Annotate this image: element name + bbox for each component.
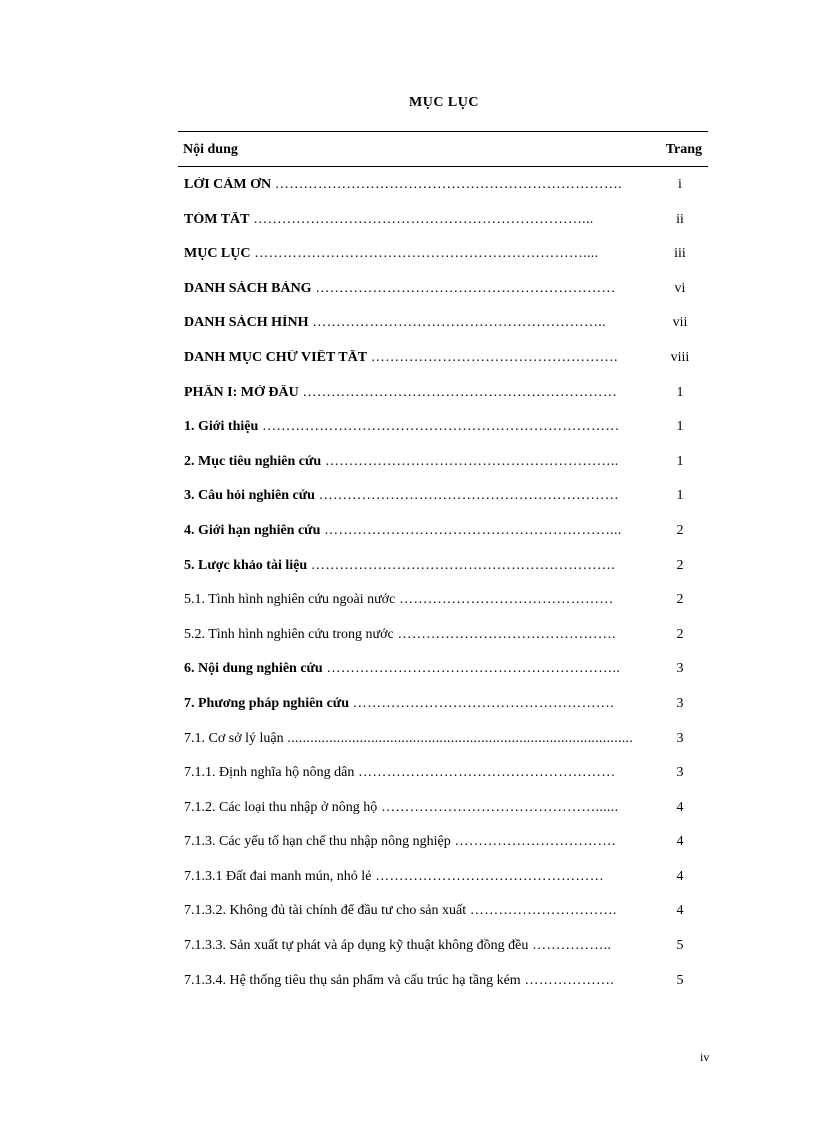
toc-entry-title: DANH SÁCH HÌNH <box>184 315 309 331</box>
toc-entry-label <box>184 558 646 574</box>
toc-entry-title: 6. Nội dung nghiên cứu <box>184 661 323 677</box>
toc-entry[interactable] <box>178 824 708 859</box>
toc-entry-title: 7.1.3.4. Hệ thống tiêu thụ sản phẩm và cấu trúc hạ tầng kém <box>184 972 521 988</box>
content-column-header: Nội dung <box>183 142 238 157</box>
toc-entry-leader-dots: …………….. <box>528 938 612 954</box>
toc-entry-page: 1 <box>676 384 684 400</box>
toc-entry-page: 2 <box>676 557 684 573</box>
toc-entry-page: 1 <box>676 419 684 435</box>
toc-entry-label <box>184 488 646 504</box>
toc-entry-title: 5.1. Tình hình nghiên cứu ngoài nước <box>184 592 396 608</box>
toc-entry-label <box>184 246 646 262</box>
toc-entry-page: 1 <box>676 488 684 504</box>
toc-entry-leader-dots: ……………………………………… <box>395 592 614 608</box>
toc-entry-title: 4. Giới hạn nghiên cứu <box>184 522 321 538</box>
toc-entry-title: DANH MỤC CHỮ VIẾT TẮT <box>184 349 368 365</box>
toc-entry[interactable] <box>178 444 708 479</box>
toc-entry-label <box>184 350 646 366</box>
toc-entry-label <box>184 696 646 712</box>
toc-entry-leader-dots: ……………………………………………………... <box>320 522 622 538</box>
toc-entry-leader-dots: ……………………………………………… <box>354 765 616 781</box>
toc-entry[interactable] <box>178 893 708 928</box>
toc-entry-leader-dots: …………………………………………………….. <box>308 315 606 331</box>
toc-entry-page: vi <box>674 280 686 296</box>
toc-entry-title: TÓM TẮT <box>184 211 250 227</box>
toc-entry-label <box>184 800 646 816</box>
toc-entry[interactable] <box>178 271 708 306</box>
toc-entry[interactable] <box>178 617 708 652</box>
toc-entry-leader-dots: …………………………. <box>466 903 617 919</box>
toc-entry-title: 5. Lược khảo tài liệu <box>184 557 308 573</box>
toc-entry-page: 2 <box>676 592 684 608</box>
toc-entry[interactable] <box>178 236 708 271</box>
toc-entry-leader-dots: ………………………………………………………… <box>298 384 618 400</box>
toc-entry[interactable] <box>178 755 708 790</box>
toc-entry-label <box>184 661 646 677</box>
toc-header <box>178 132 708 166</box>
toc-entry[interactable] <box>178 305 708 340</box>
toc-entry-title: DANH SÁCH BẢNG <box>184 280 312 296</box>
toc-entry-title: 3. Câu hỏi nghiên cứu <box>184 488 315 504</box>
toc-entry-leader-dots: ………………………………………… <box>371 868 605 884</box>
toc-entry[interactable] <box>178 721 708 756</box>
toc-entry-leader-dots: ………………………………………………………. <box>307 557 616 573</box>
toc-entry-leader-dots: ………………………………………. <box>393 626 616 642</box>
toc-entry-leader-dots: …………………………………………………………….... <box>250 246 599 262</box>
toc-entry-leader-dots: …………………………………………………….. <box>322 661 621 677</box>
toc-entry-label <box>184 869 646 885</box>
toc-entry-label <box>184 177 646 193</box>
toc-entry[interactable] <box>178 859 708 894</box>
toc-entry-page: 3 <box>676 661 684 677</box>
toc-entry-leader-dots: ………………………………………………………………… <box>258 419 620 435</box>
page-number: iv <box>700 1050 710 1064</box>
toc-entry-page: viii <box>670 349 690 365</box>
toc-entry-title: 7.1.3.1 Đất đai manh mún, nhỏ lẻ <box>184 868 372 884</box>
toc-entry-leader-dots: ……………………………………………………………... <box>249 211 594 227</box>
toc-entry-title: LỜI CẢM ƠN <box>184 177 272 192</box>
toc-entry-page: 4 <box>676 834 684 850</box>
toc-entry-label <box>184 627 646 643</box>
toc-entry[interactable] <box>178 582 708 617</box>
toc-entry-label <box>184 903 646 919</box>
table-of-contents <box>178 131 708 997</box>
toc-entry[interactable] <box>178 478 708 513</box>
toc-entry[interactable] <box>178 963 708 998</box>
toc-entry-page: iii <box>674 246 686 262</box>
toc-entry[interactable] <box>178 513 708 548</box>
toc-entries <box>178 167 708 997</box>
toc-entry-leader-dots: …………………………………………………….. <box>321 453 619 469</box>
toc-entry-title: 1. Giới thiệu <box>184 419 259 435</box>
toc-entry-label <box>184 731 646 747</box>
toc-entry[interactable] <box>178 375 708 410</box>
toc-entry-page: 5 <box>676 972 684 988</box>
toc-entry-title: 7.1. Cơ sở lý luận <box>184 730 284 746</box>
toc-entry-title: 7. Phương pháp nghiên cứu <box>184 695 349 711</box>
toc-entry-page: 2 <box>676 626 684 642</box>
page-column-header: Trang <box>665 142 702 157</box>
toc-entry-leader-dots: ……………………………………………………… <box>311 280 616 296</box>
toc-entry[interactable] <box>178 409 708 444</box>
toc-entry[interactable] <box>178 167 708 202</box>
toc-entry-page: 4 <box>676 868 684 884</box>
toc-entry-label <box>184 315 646 331</box>
toc-entry-title: 7.1.3.3. Sản xuất tự phát và áp dụng kỹ thuật không đồng đều <box>184 938 529 954</box>
toc-entry-title: 7.1.2. Các loại thu nhập ở nông hộ <box>184 799 378 815</box>
toc-entry[interactable] <box>178 686 708 721</box>
toc-entry-leader-dots: ……………………………………………………… <box>314 488 620 504</box>
toc-entry-title: 7.1.3.2. Không đủ tài chính để đầu tư cho sản xuất <box>184 903 467 919</box>
toc-entry-label <box>184 765 646 781</box>
toc-entry-page: 3 <box>676 765 684 781</box>
toc-entry-page: 1 <box>676 453 684 469</box>
toc-entry-label <box>184 523 646 539</box>
toc-entry-label <box>184 419 646 435</box>
toc-entry-page: 5 <box>676 938 684 954</box>
toc-entry-page: 3 <box>676 695 684 711</box>
toc-entry-label <box>184 834 646 850</box>
toc-entry-leader-dots: ………………………………………………………………. <box>271 177 622 192</box>
toc-entry-leader-dots: ........................................................................................... <box>283 730 634 746</box>
toc-entry-page: ii <box>676 211 684 227</box>
toc-entry-page: 3 <box>676 730 684 746</box>
toc-entry[interactable] <box>178 340 708 375</box>
toc-entry-leader-dots: ……………………………………………. <box>367 349 618 365</box>
toc-entry-title: 7.1.1. Định nghĩa hộ nông dân <box>184 765 355 781</box>
toc-entry-label <box>184 281 646 297</box>
toc-entry-page: vii <box>672 315 688 331</box>
page-title: MỤC LỤC <box>409 95 479 110</box>
toc-entry[interactable] <box>178 202 708 237</box>
toc-entry[interactable] <box>178 548 708 583</box>
toc-entry-leader-dots: ………………. <box>520 972 615 988</box>
toc-entry-page: 4 <box>676 799 684 815</box>
toc-entry-title: 2. Mục tiêu nghiên cứu <box>184 453 322 469</box>
toc-entry-label <box>184 938 646 954</box>
toc-entry-leader-dots: ………………………………………………. <box>349 695 614 711</box>
toc-entry-label <box>184 454 646 470</box>
toc-entry-page: 2 <box>676 522 684 538</box>
toc-entry-label <box>184 385 646 401</box>
toc-entry-page: 4 <box>676 903 684 919</box>
toc-entry-title: 7.1.3. Các yếu tố hạn chế thu nhập nông nghiệp <box>184 834 451 850</box>
toc-entry-page: i <box>678 177 682 192</box>
toc-entry-label <box>184 973 646 989</box>
toc-entry-leader-dots: ……………………………. <box>450 834 616 850</box>
toc-entry-title: PHẦN I: MỞ ĐẦU <box>184 384 299 400</box>
toc-entry[interactable] <box>178 928 708 963</box>
toc-entry[interactable] <box>178 790 708 825</box>
toc-entry-label <box>184 592 646 608</box>
toc-entry-title: MỤC LỤC <box>184 246 251 262</box>
toc-entry-title: 5.2. Tình hình nghiên cứu trong nước <box>184 626 394 642</box>
toc-entry-label <box>184 212 646 228</box>
toc-entry[interactable] <box>178 651 708 686</box>
toc-entry-leader-dots: ………………………………………...... <box>377 799 619 815</box>
